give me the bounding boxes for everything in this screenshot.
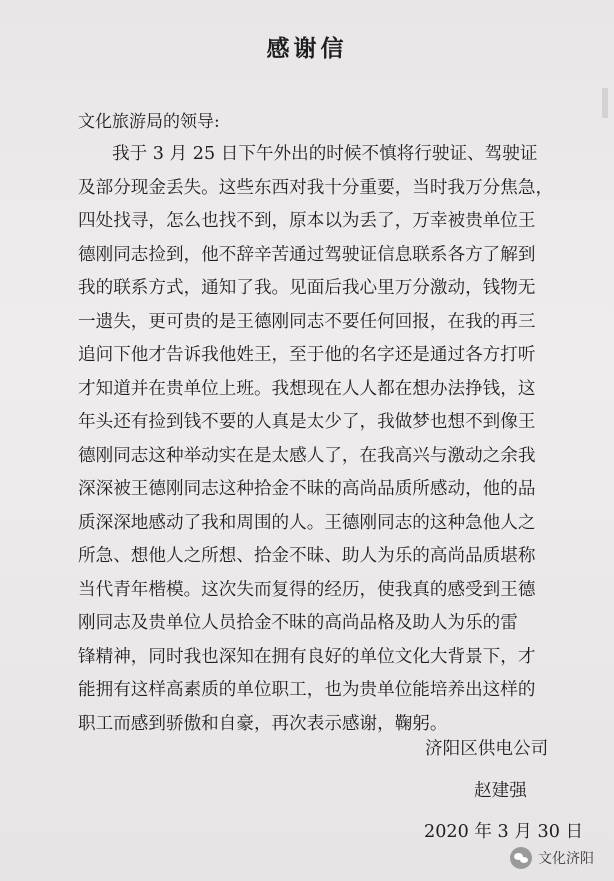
- letter-body-line: 德刚同志捡到，他不辞辛苦通过驾驶证信息联系各方了解到: [78, 244, 536, 265]
- letter-body-line: 我的联系方式，通知了我。见面后我心里万分激动，钱物无: [78, 278, 536, 298]
- signature-date: 2020 年 3 月 30 日: [424, 822, 584, 842]
- letter-body-line: 才知道并在贵单位上班。我想现在人人都在想办法挣钱，这: [78, 378, 536, 399]
- letter-body-line: 一遗失，更可贵的是王德刚同志不要任何回报，在我的再三: [78, 311, 536, 332]
- letter-body-line: 能拥有这样高素质的单位职工，也为贵单位能培养出这样的: [78, 680, 536, 700]
- signature-name: 赵建强: [474, 781, 527, 801]
- letter-body-line: 追问下他才告诉我他姓王，至于他的名字还是通过各方打听: [78, 345, 536, 365]
- letter-body-line: 质深深地感动了我和周围的人。王德刚同志的这种急他人之: [78, 512, 536, 533]
- letter-body-line: 及部分现金丢失。这些东西对我十分重要，当时我万分焦急，: [78, 177, 554, 198]
- letter-body-line: 刚同志及贵单位人员拾金不昧的高尚品格及助人为乐的雷: [78, 613, 518, 633]
- letter-body-line: 四处找寻，怎么也找不到，原本以为丢了，万幸被贵单位王: [78, 211, 536, 231]
- letter-body-line: 锋精神，同时我也深知在拥有良好的单位文化大背景下，才: [78, 646, 536, 667]
- page-edge-mark: [602, 88, 608, 118]
- letter-body-line: 当代青年楷模。这次失而复得的经历，使我真的感受到王德: [78, 579, 536, 600]
- letter-body-line: 职工而感到骄傲和自豪，再次表示感谢，鞠躬。: [78, 713, 448, 734]
- letter-body-line: 深深被王德刚同志这种拾金不昧的高尚品质所感动，他的品: [78, 479, 536, 499]
- letter-body-line: 我于 3 月 25 日下午外出的时候不慎将行驶证、驾驶证: [112, 144, 538, 164]
- letter-body-line: 德刚同志这种举动实在是太感人了，在我高兴与激动之余我: [78, 445, 536, 466]
- watermark-text: 文化济阳: [538, 851, 594, 867]
- letter-title: 感谢信: [266, 35, 348, 62]
- letter-body-line: 所急、想他人之所想、拾金不昧、助人为乐的高尚品质堪称: [78, 546, 536, 566]
- letter-salutation: 文化旅游局的领导:: [78, 112, 220, 132]
- signature-organization: 济阳区供电公司: [425, 739, 549, 759]
- letter-body-line: 年头还有捡到钱不要的人真是太少了，我做梦也想不到像王: [78, 412, 536, 432]
- wechat-icon: [510, 847, 532, 869]
- watermark: [510, 847, 594, 869]
